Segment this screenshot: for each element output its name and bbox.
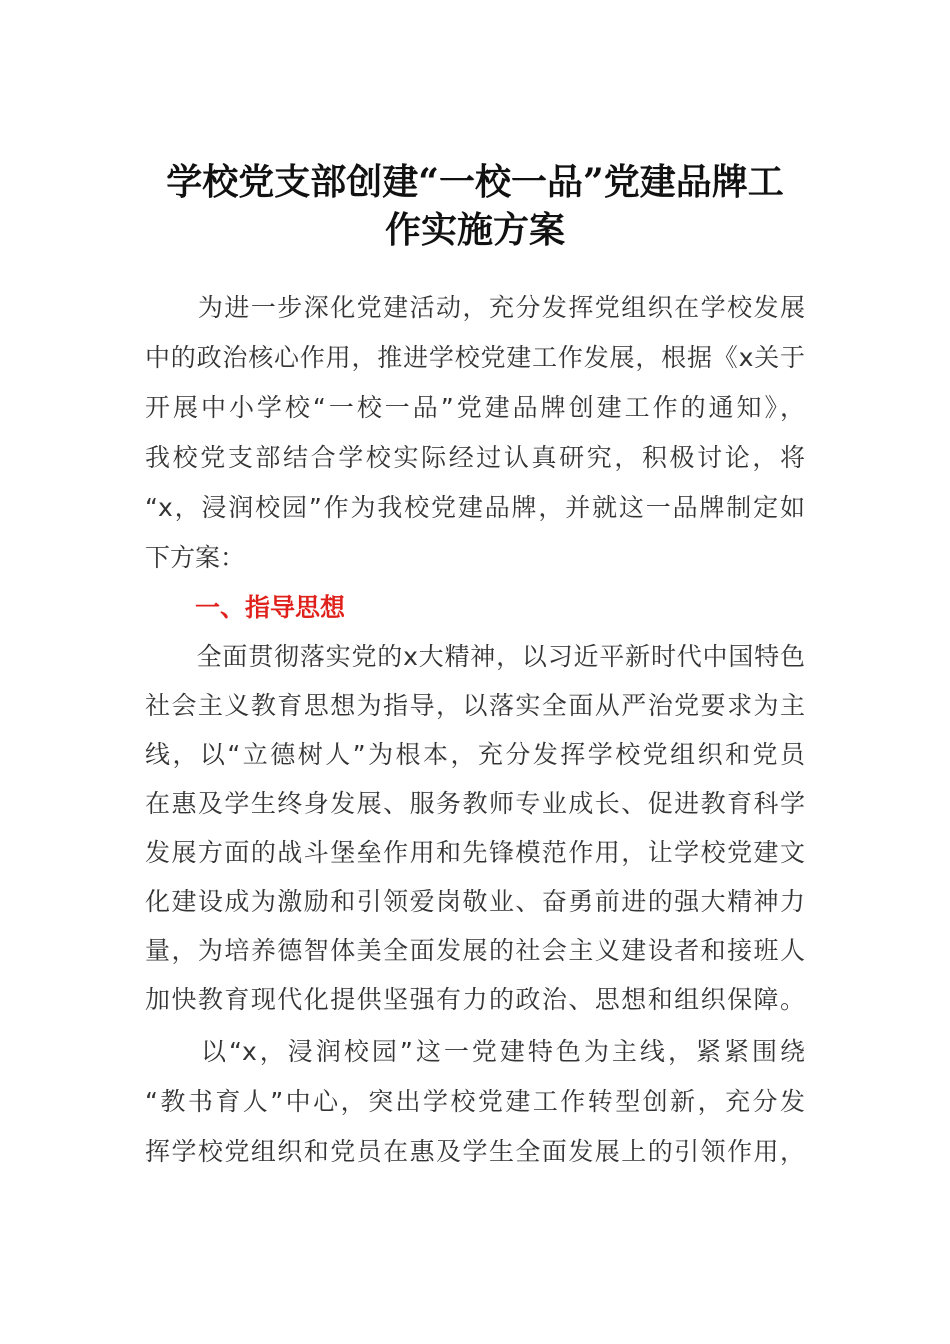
paragraph-2-line: 化建设成为激励和引领爱岗敬业、奋勇前进的强大精神力 [145,887,805,916]
paragraph-1-line: 我校党支部结合学校实际经过认真研究，积极讨论，将 [145,443,805,472]
paragraph-3-line: “教书育人”中心，突出学校党建工作转型创新，充分发 [145,1087,805,1116]
paragraph-1-line: 中的政治核心作用，推进学校党建工作发展，根据《x关于 [145,343,805,372]
paragraph-2-line: 全面贯彻落实党的x大精神，以习近平新时代中国特色 [145,642,805,671]
section-heading-guiding-ideology: 一、指导思想 [195,593,346,622]
paragraph-2-line: 社会主义教育思想为指导，以落实全面从严治党要求为主 [145,691,805,720]
paragraph-1-line: 开展中小学校“一校一品”党建品牌创建工作的通知》， [145,393,805,422]
paragraph-2-line: 加快教育现代化提供坚强有力的政治、思想和组织保障。 [145,985,805,1014]
paragraph-1-line: 为进一步深化党建活动，充分发挥党组织在学校发展 [145,293,805,322]
document-title-line-2: 作实施方案 [384,209,565,251]
paragraph-2-line: 量，为培养德智体美全面发展的社会主义建设者和接班人 [145,936,805,965]
paragraph-3-line: 挥学校党组织和党员在惠及学生全面发展上的引领作用， [145,1137,805,1166]
paragraph-2-line: 发展方面的战斗堡垒作用和先锋模范作用，让学校党建文 [145,838,805,867]
paragraph-2-line: 在惠及学生终身发展、服务教师专业成长、促进教育科学 [145,789,805,818]
paragraph-1-line: 下方案： [145,543,246,572]
paragraph-3-line: 以“x，浸润校园”这一党建特色为主线，紧紧围绕 [145,1037,805,1066]
paragraph-2-line: 线，以“立德树人”为根本，充分发挥学校党组织和党员 [145,740,805,769]
paragraph-1-line: “x，浸润校园”作为我校党建品牌，并就这一品牌制定如 [145,493,805,522]
document-title-line-1: 学校党支部创建“一校一品”党建品牌工 [166,161,784,203]
